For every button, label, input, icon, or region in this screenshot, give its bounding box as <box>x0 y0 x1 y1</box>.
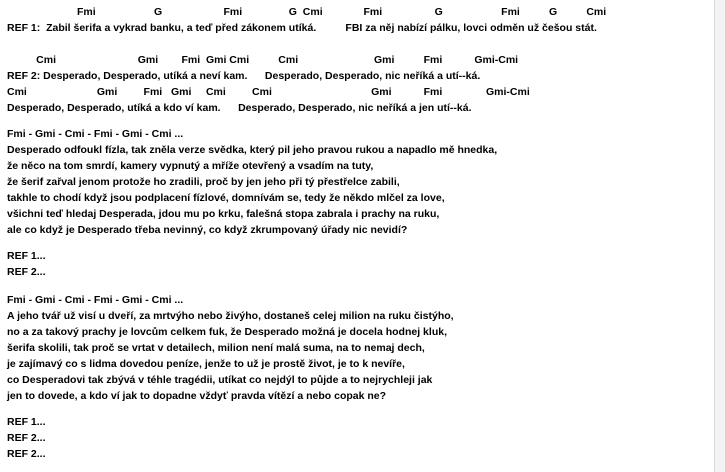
refrain-ref: REF 2... <box>7 266 46 278</box>
chord-line: Cmi Gmi Fmi Gmi Cmi Cmi Gmi Fmi Gmi-Cmi <box>7 86 530 98</box>
lyric-line: že něco na tom smrdí, kamery vypnutý a mříže otevřený a vsadím na tuty, <box>7 160 374 172</box>
chord-progression: Fmi - Gmi - Cmi - Fmi - Gmi - Cmi ... <box>7 294 184 306</box>
lyric-line: jen to dovede, a kdo ví jak to dopadne vždyť pravda vítězí a nebo copak ne? <box>7 390 387 402</box>
refrain-ref: REF 1... <box>7 250 46 262</box>
lyric-line: je zajímavý co s lidma dovedou peníze, jenže to už je prostě život, je to k nevíře, <box>7 358 405 370</box>
lyric-line: Desperado odfoukl fízla, tak zněla verze svědka, který pil jeho pravou rukou a napadlo mě hnedka, <box>7 144 498 156</box>
lyric-line: REF 1: Zabil šerifa a vykrad banku, a teď před zákonem utíká. FBI za něj nabízí pálku, lovci odměn už češou stát. <box>7 22 597 34</box>
lyric-line: šerifa skolili, tak proč se vrtat v detailech, milion není malá suma, na to nemaj dech, <box>7 342 425 354</box>
lyric-line: že šerif zařval jenom protože ho zradili, proč by jen jeho při tý přestřelce zabili, <box>7 176 400 188</box>
lyric-line: A jeho tvář už visí u dveří, za mrtvýho nebo živýho, dostaneš celej milion na ruku čistýho, <box>7 310 454 322</box>
refrain-ref: REF 2... <box>7 432 46 444</box>
chord-progression: Fmi - Gmi - Cmi - Fmi - Gmi - Cmi ... <box>7 128 184 140</box>
lyric-line: takhle to chodí když jsou podplacení fízlové, domnívám se, tedy že někdo mlčel za love, <box>7 192 445 204</box>
lyric-line: ale co když je Desperado třeba nevinný, co když zkrumpovaný úřady nic nevidí? <box>7 224 408 236</box>
chord-line: Cmi Gmi Fmi Gmi Cmi Cmi Gmi Fmi Gmi-Cmi <box>7 54 519 66</box>
lyric-line: no a za takový prachy je lovcům celkem fuk, že Desperado možná je docela hodnej kluk, <box>7 326 447 338</box>
window-edge <box>714 0 725 472</box>
lyric-line: co Desperadovi tak zbývá v téhle tragédii, utíkat co nejdýl to půjde a to nejrychleji jak <box>7 374 433 386</box>
refrain-ref: REF 2... <box>7 448 46 460</box>
refrain-ref: REF 1... <box>7 416 46 428</box>
lyric-line: Desperado, Desperado, utíká a kdo ví kam. Desperado, Desperado, nic neříká a jen utí--ká. <box>7 102 472 114</box>
lyric-line: REF 2: Desperado, Desperado, utíká a neví kam. Desperado, Desperado, nic neříká a utí--ká. <box>7 70 481 82</box>
lyric-line: všichni teď hledaj Desperada, jdou mu po krku, falešná stopa zabrala i prachy na ruku, <box>7 208 440 220</box>
chord-line: Fmi G Fmi G Cmi Fmi G Fmi G Cmi <box>7 6 607 18</box>
